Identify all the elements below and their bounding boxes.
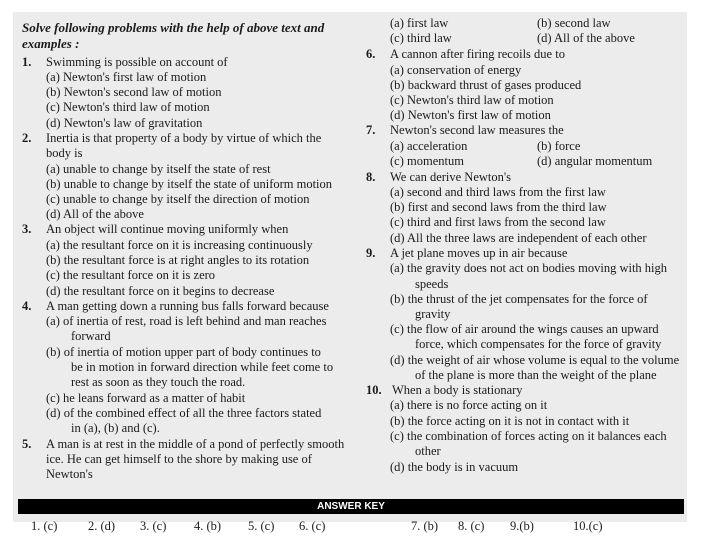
q2-text-line1: Inertia is that property of a body by virtue of which the: [46, 131, 322, 145]
q4-option-c: (c) he leans forward as a matter of habit: [46, 391, 246, 405]
q6-option-d: (d) Newton's first law of motion: [390, 108, 551, 122]
q4-option-b-line3: rest as soon as they touch the road.: [71, 375, 246, 389]
q5-text-line2: ice. He can get himself to the shore by making use of: [46, 452, 312, 466]
q8-text: We can derive Newton's: [390, 170, 511, 184]
q2-option-c: (c) unable to change by itself the direction of motion: [46, 192, 310, 206]
answer-8: 8. (c): [458, 519, 485, 533]
q4-option-b-line2: be in motion in forward direction while feet come to: [71, 360, 334, 374]
q9-option-b-line1: (b) the thrust of the jet compensates for the force of: [390, 292, 648, 306]
q8-number: 8.: [366, 170, 376, 184]
answer-5: 5. (c): [248, 519, 275, 533]
q9-option-d-line2: of the plane is more than the weight of the plane: [415, 368, 657, 382]
q1-option-a: (a) Newton's first law of motion: [46, 70, 207, 84]
answer-9: 9.(b): [510, 519, 534, 533]
q3-option-a: (a) the resultant force on it is increasing continuously: [46, 238, 313, 252]
q4-option-d-line2: in (a), (b) and (c).: [71, 421, 160, 435]
answer-2: 2. (d): [88, 519, 116, 533]
q1-number: 1.: [22, 55, 32, 69]
q7-option-b: (b) force: [537, 139, 581, 153]
q1-option-d: (d) Newton's law of gravitation: [46, 116, 203, 130]
q6-option-b: (b) backward thrust of gases produced: [390, 78, 582, 92]
q4-text: A man getting down a running bus falls forward because: [46, 299, 329, 313]
q5-option-c: (c) third law: [390, 31, 452, 45]
q9-number: 9.: [366, 246, 376, 260]
q4-option-b-line1: (b) of inertia of motion upper part of body continues to: [46, 345, 321, 359]
q8-option-a: (a) second and third laws from the first law: [390, 185, 606, 199]
q6-option-a: (a) conservation of energy: [390, 63, 522, 77]
q4-number: 4.: [22, 299, 32, 313]
q10-number: 10.: [366, 383, 382, 397]
q2-option-a: (a) unable to change by itself the state of rest: [46, 162, 271, 176]
q7-number: 7.: [366, 123, 376, 137]
q2-option-b: (b) unable to change by itself the state of uniform motion: [46, 177, 333, 191]
q9-text: A jet plane moves up in air because: [390, 246, 568, 260]
q10-option-d: (d) the body is in vacuum: [390, 460, 519, 474]
answer-10: 10.(c): [573, 519, 603, 533]
q7-option-d: (d) angular momentum: [537, 154, 653, 168]
q2-text-line2: body is: [46, 146, 83, 160]
q1-text: Swimming is possible on account of: [46, 55, 228, 69]
answer-7: 7. (b): [411, 519, 439, 533]
q3-number: 3.: [22, 222, 32, 236]
answer-4: 4. (b): [194, 519, 222, 533]
q7-option-c: (c) momentum: [390, 154, 464, 168]
q10-option-a: (a) there is no force acting on it: [390, 398, 548, 412]
q5-option-d: (d) All of the above: [537, 31, 635, 45]
q10-option-c-line2: other: [415, 444, 441, 458]
q6-option-c: (c) Newton's third law of motion: [390, 93, 554, 107]
q8-option-d: (d) All the three laws are independent of each other: [390, 231, 647, 245]
q7-text: Newton's second law measures the: [390, 123, 564, 137]
q4-option-a-line2: forward: [71, 329, 111, 343]
q6-number: 6.: [366, 47, 376, 61]
q9-option-d-line1: (d) the weight of air whose volume is equal to the volume: [390, 353, 680, 367]
q2-option-d: (d) All of the above: [46, 207, 144, 221]
q7-option-a: (a) acceleration: [390, 139, 468, 153]
q5-option-b: (b) second law: [537, 16, 611, 30]
q3-option-b: (b) the resultant force is at right angles to its rotation: [46, 253, 310, 267]
q10-text: When a body is stationary: [392, 383, 523, 397]
q4-option-d-line1: (d) of the combined effect of all the three factors stated: [46, 406, 322, 420]
q6-text: A cannon after firing recoils due to: [390, 47, 565, 61]
q5-number: 5.: [22, 437, 32, 451]
q5-text-line3: Newton's: [46, 467, 93, 481]
q3-option-c: (c) the resultant force on it is zero: [46, 268, 216, 282]
q5-text-line1: A man is at rest in the middle of a pond of perfectly smooth: [46, 437, 345, 451]
answer-key-header: ANSWER KEY: [18, 499, 684, 514]
answer-6: 6. (c): [299, 519, 326, 533]
q1-option-c: (c) Newton's third law of motion: [46, 100, 210, 114]
q8-option-c: (c) third and first laws from the second law: [390, 215, 606, 229]
q3-option-d: (d) the resultant force on it begins to decrease: [46, 284, 275, 298]
answer-3: 3. (c): [140, 519, 167, 533]
q10-option-b: (b) the force acting on it is not in contact with it: [390, 414, 630, 428]
q9-option-a-line1: (a) the gravity does not act on bodies moving with high: [390, 261, 668, 275]
q8-option-b: (b) first and second laws from the third law: [390, 200, 607, 214]
q2-number: 2.: [22, 131, 32, 145]
q9-option-b-line2: gravity: [415, 307, 451, 321]
q9-option-a-line2: speeds: [415, 277, 449, 291]
q10-option-c-line1: (c) the combination of forces acting on it balances each: [390, 429, 667, 443]
q9-option-c-line2: force, which compensates for the force of gravity: [415, 337, 662, 351]
section-heading: Solve following problems with the help of above text and examples :: [22, 20, 325, 51]
q5-option-a: (a) first law: [390, 16, 449, 30]
q1-option-b: (b) Newton's second law of motion: [46, 85, 222, 99]
q4-option-a-line1: (a) of inertia of rest, road is left behind and man reaches: [46, 314, 327, 328]
answer-1: 1. (c): [31, 519, 58, 533]
q9-option-c-line1: (c) the flow of air around the wings causes an upward: [390, 322, 659, 336]
q3-text: An object will continue moving uniformly when: [46, 222, 289, 236]
